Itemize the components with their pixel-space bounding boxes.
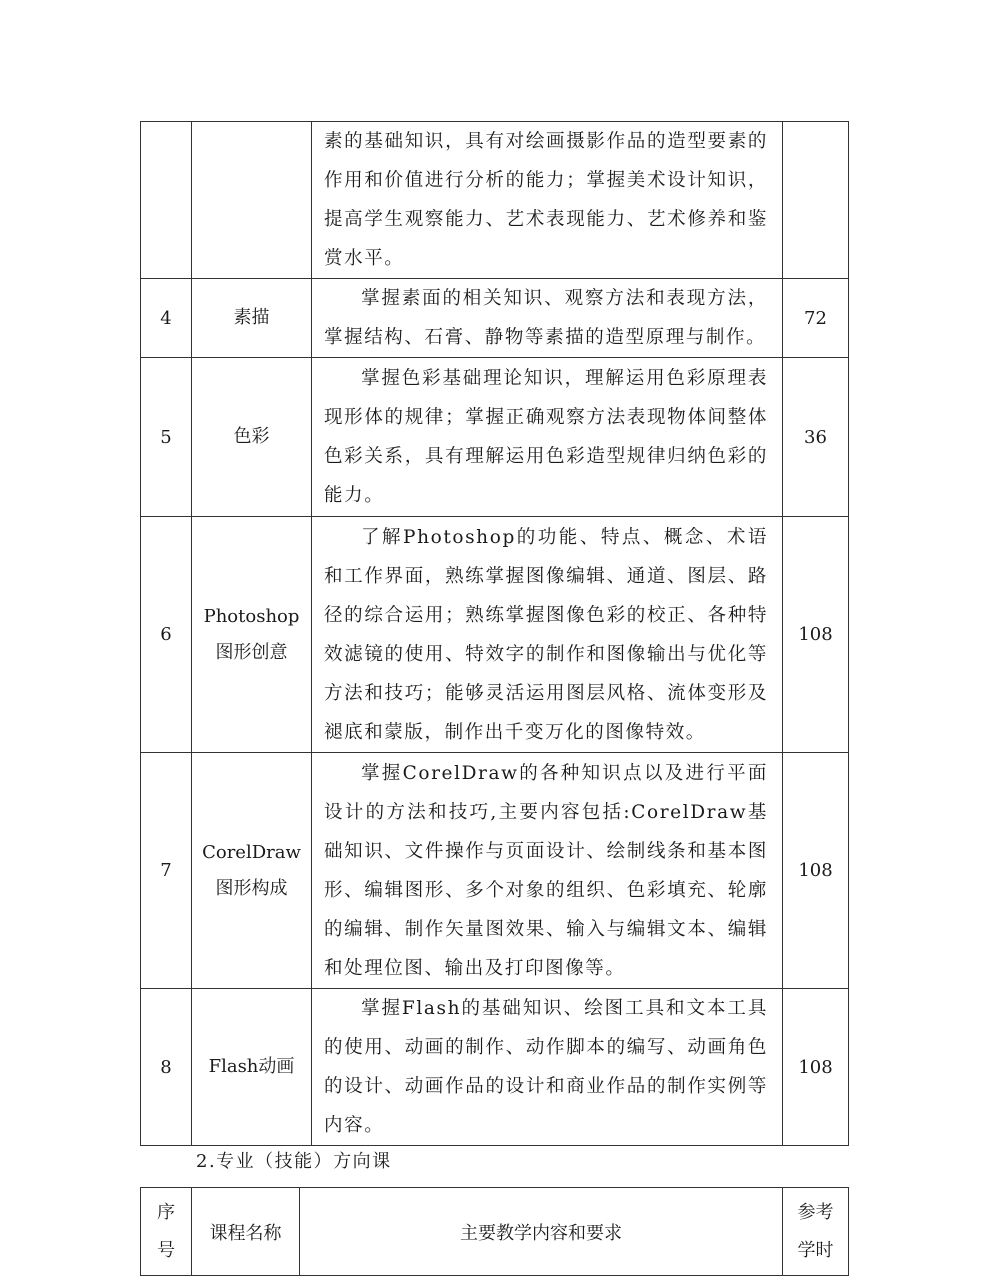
header-course-name: 课程名称 [192, 1188, 300, 1276]
course-number: 7 [141, 753, 192, 989]
course-content: 掌握CorelDraw的各种知识点以及进行平面设计的方法和技巧,主要内容包括:CorelDraw基础知识、文件操作与页面设计、绘制线条和基本图形、编辑图形、多个对象的组织、色彩填充、轮廓的编辑、制作矢量图效果、输入与编辑文本、编辑和处理位图、输出及打印图像等。 [312, 753, 783, 989]
course-number: 4 [141, 279, 192, 358]
course-name [192, 517, 312, 753]
header-number [141, 1188, 192, 1276]
header-number-line1: 序 [157, 1201, 175, 1223]
header-hours [783, 1188, 849, 1276]
table-row [141, 753, 849, 989]
course-name [192, 122, 312, 279]
table-row [141, 279, 849, 358]
course-hours: 108 [783, 517, 849, 753]
course-content: 掌握色彩基础理论知识，理解运用色彩原理表现形体的规律；掌握正确观察方法表现物体间整体色彩关系，具有理解运用色彩造型规律归纳色彩的能力。 [312, 358, 783, 517]
course-hours: 72 [783, 279, 849, 358]
course-number: 8 [141, 989, 192, 1146]
course-table [140, 121, 849, 1146]
course-number: 5 [141, 358, 192, 517]
course-name-line2: 图形创意 [215, 641, 288, 663]
table-row [141, 122, 849, 279]
course-name-line1: CorelDraw [202, 841, 301, 863]
course-name-line2: 图形构成 [215, 877, 288, 899]
course-hours: 36 [783, 358, 849, 517]
header-hours-line1: 参考 [797, 1201, 834, 1223]
course-content: 掌握Flash的基础知识、绘图工具和文本工具的使用、动画的制作、动作脚本的编写、动画角色的设计、动画作品的设计和商业作品的制作实例等内容。 [312, 989, 783, 1146]
table-header-row [141, 1188, 849, 1276]
table-row [141, 989, 849, 1146]
header-number-line2: 号 [157, 1239, 175, 1261]
section-heading: 2.专业（技能）方向课 [196, 1151, 392, 1172]
course-content: 掌握素面的相关知识、观察方法和表现方法，掌握结构、石膏、静物等素描的造型原理与制作。 [312, 279, 783, 358]
table-row [141, 517, 849, 753]
direction-course-table [140, 1187, 849, 1276]
table-row [141, 358, 849, 517]
course-hours [783, 122, 849, 279]
header-hours-line2: 学时 [797, 1239, 834, 1261]
course-name: 素描 [192, 279, 312, 358]
course-number [141, 122, 192, 279]
course-name [192, 753, 312, 989]
header-content: 主要教学内容和要求 [300, 1188, 783, 1276]
course-number: 6 [141, 517, 192, 753]
course-content: 素的基础知识，具有对绘画摄影作品的造型要素的作用和价值进行分析的能力；掌握美术设计知识，提高学生观察能力、艺术表现能力、艺术修养和鉴赏水平。 [312, 122, 783, 279]
course-name: Flash动画 [192, 989, 312, 1146]
course-name-line1: Photoshop [203, 605, 300, 627]
course-content: 了解Photoshop的功能、特点、概念、术语和工作界面，熟练掌握图像编辑、通道、图层、路径的综合运用；熟练掌握图像色彩的校正、各种特效滤镜的使用、特效字的制作和图像输出与优化等方法和技巧；能够灵活运用图层风格、流体变形及褪底和蒙版，制作出千变万化的图像特效。 [312, 517, 783, 753]
course-hours: 108 [783, 753, 849, 989]
course-name: 色彩 [192, 358, 312, 517]
course-hours: 108 [783, 989, 849, 1146]
